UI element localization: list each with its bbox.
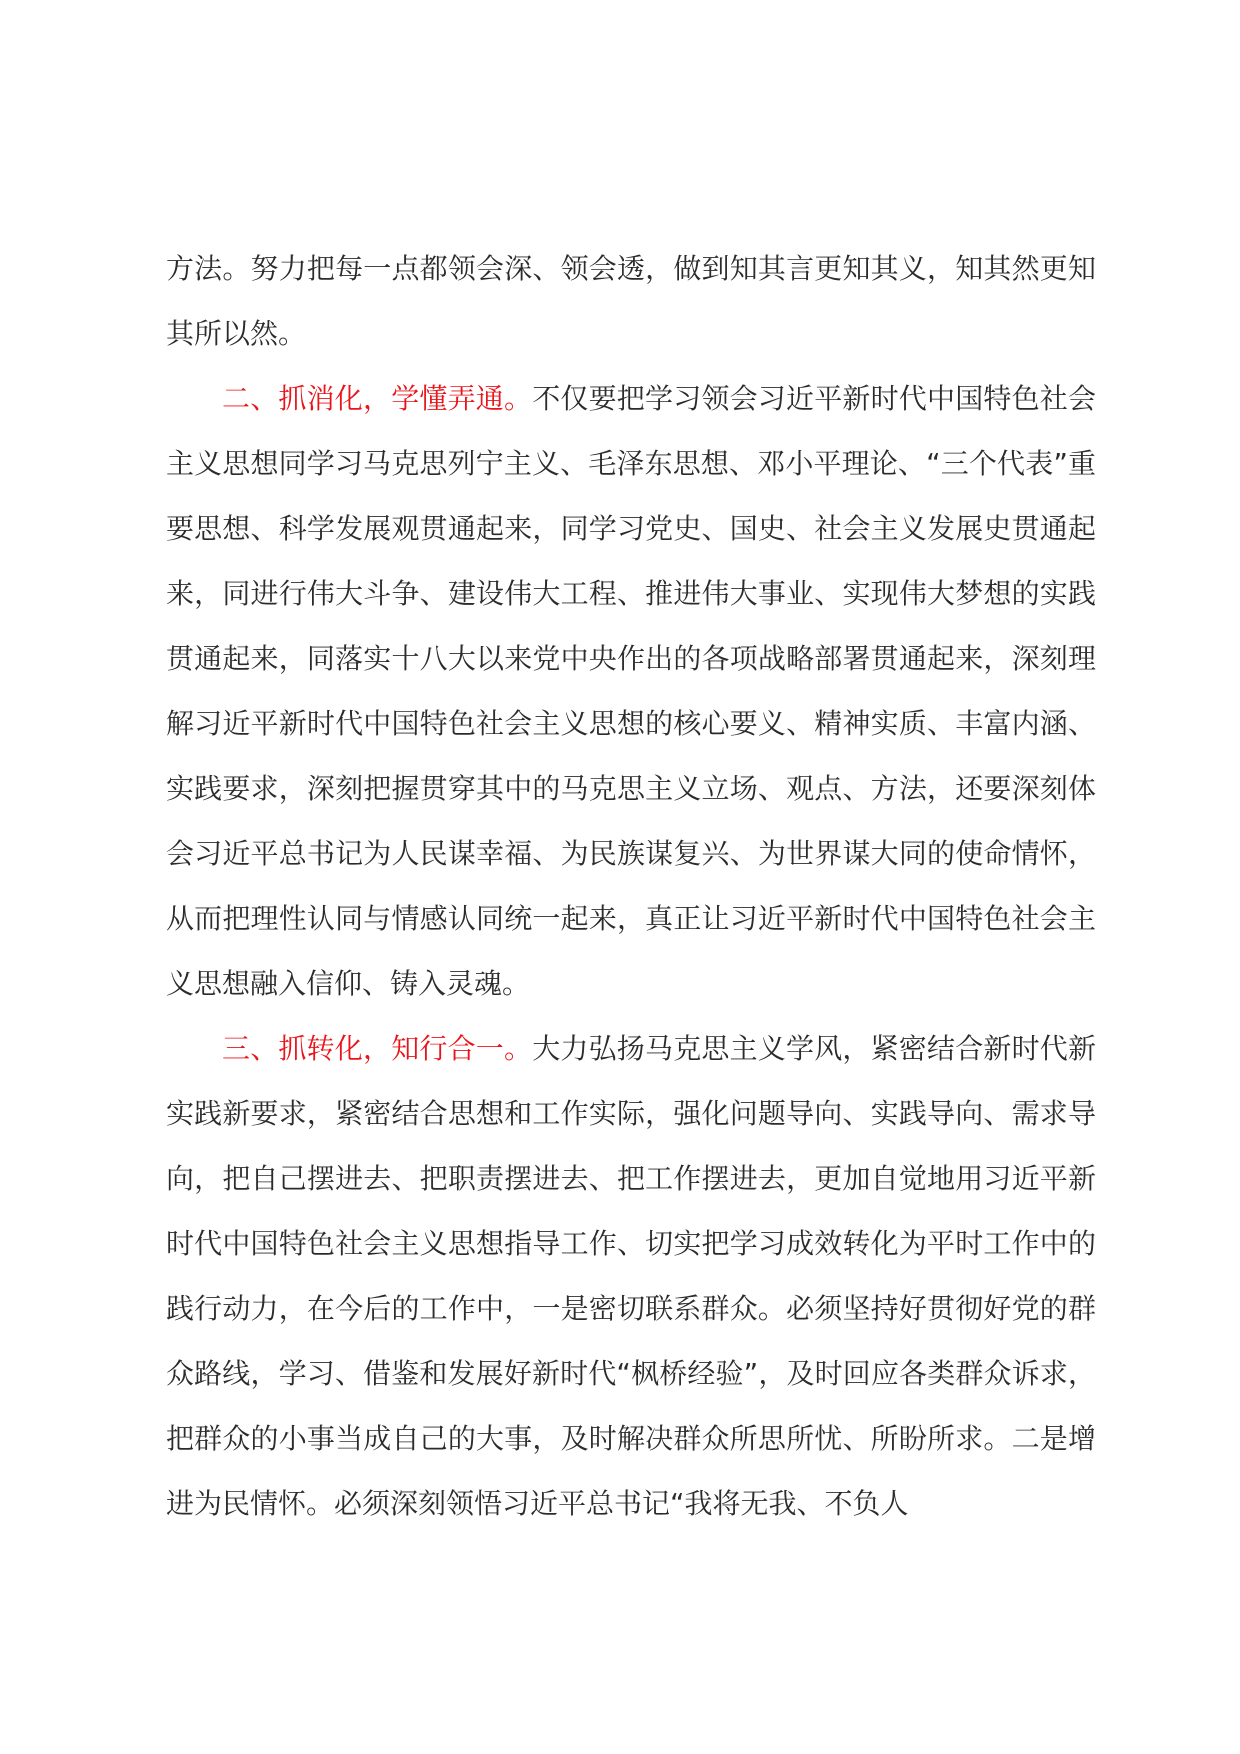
section-two-heading: 二、抓消化，学懂弄通。 [222,382,533,415]
section-three-body: 大力弘扬马克思主义学风，紧密结合新时代新实践新要求，紧密结合思想和工作实际，强化问题导向、实践导向、需求导向，把自己摆进去、把职责摆进去、把工作摆进去，更加自觉地用习近平新时代中国特色社会主义思想指导工作、切实把学习成效转化为平时工作中的践行动力，在今后的工作中，一是密切联系群众。必须坚持好贯彻好党的群众路线，学习、借鉴和发展好新时代“枫桥经验”，及时回应各类群众诉求，把群众的小事当成自己的大事，及时解决群众所思所忧、所盼所求。二是增进为民情怀。必须深刻领悟习近平总书记“我将无我、不负人 [166,1032,1096,1520]
paragraph-body-text: 方法。努力把每一点都领会深、领会透，做到知其言更知其义，知其然更知其所以然。 [166,252,1096,350]
section-two-body: 不仅要把学习领会习近平新时代中国特色社会主义思想同学习马克思列宁主义、毛泽东思想、邓小平理论、“三个代表”重要思想、科学发展观贯通起来，同学习党史、国史、社会主义发展史贯通起来，同进行伟大斗争、建设伟大工程、推进伟大事业、实现伟大梦想的实践贯通起来，同落实十八大以来党中央作出的各项战略部署贯通起来，深刻理解习近平新时代中国特色社会主义思想的核心要义、精神实质、丰富内涵、实践要求，深刻把握贯穿其中的马克思主义立场、观点、方法，还要深刻体会习近平总书记为人民谋幸福、为民族谋复兴、为世界谋大同的使命情怀，从而把理性认同与情感认同统一起来，真正让习近平新时代中国特色社会主义思想融入信仰、铸入灵魂。 [166,382,1096,1000]
paragraph-section-three [166,1016,1096,1536]
paragraph-continuation [166,236,1096,366]
document-body [166,236,1096,1536]
paragraph-section-two [166,366,1096,1016]
section-three-heading: 三、抓转化，知行合一。 [222,1032,533,1065]
